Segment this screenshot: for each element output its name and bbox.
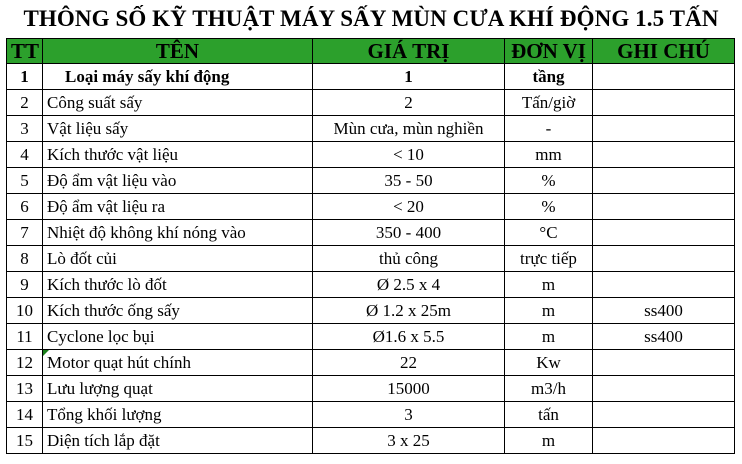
cell-tt[interactable]: 10 <box>7 298 43 324</box>
cell-name[interactable]: Kích thước lò đốt <box>43 272 313 298</box>
table-header-row <box>7 39 735 64</box>
cell-name[interactable]: Tổng khối lượng <box>43 402 313 428</box>
cell-unit[interactable]: % <box>505 194 593 220</box>
cell-name[interactable]: Kích thước vật liệu <box>43 142 313 168</box>
cell-unit[interactable]: m <box>505 272 593 298</box>
cell-note[interactable]: ss400 <box>593 324 735 350</box>
cell-note[interactable] <box>593 402 735 428</box>
cell-note[interactable] <box>593 428 735 454</box>
cell-note[interactable] <box>593 64 735 90</box>
cell-tt[interactable]: 1 <box>7 64 43 90</box>
cell-unit[interactable]: tầng <box>505 64 593 90</box>
header-note: GHI CHÚ <box>593 39 735 64</box>
table-row <box>7 272 735 298</box>
cell-name[interactable]: Công suất sấy <box>43 90 313 116</box>
cell-note[interactable] <box>593 116 735 142</box>
cell-value[interactable]: thủ công <box>313 246 505 272</box>
cell-unit[interactable]: mm <box>505 142 593 168</box>
cell-name[interactable]: Độ ẩm vật liệu ra <box>43 194 313 220</box>
cell-value[interactable]: Ø 2.5 x 4 <box>313 272 505 298</box>
cell-value[interactable]: Ø 1.2 x 25m <box>313 298 505 324</box>
cell-name[interactable]: Cyclone lọc bụi <box>43 324 313 350</box>
table-row <box>7 324 735 350</box>
cell-tt[interactable]: 4 <box>7 142 43 168</box>
table-row <box>7 246 735 272</box>
cell-tt[interactable]: 12 <box>7 350 43 376</box>
cell-name[interactable]: Nhiệt độ không khí nóng vào <box>43 220 313 246</box>
table-row <box>7 64 735 90</box>
cell-note[interactable] <box>593 142 735 168</box>
cell-value[interactable]: 3 <box>313 402 505 428</box>
table-row <box>7 142 735 168</box>
sheet-title: THÔNG SỐ KỸ THUẬT MÁY SẤY MÙN CƯA KHÍ ĐỘNG 1.5 TẤN <box>23 6 719 31</box>
cell-tt[interactable]: 3 <box>7 116 43 142</box>
cell-value[interactable]: 22 <box>313 350 505 376</box>
cell-tt[interactable]: 5 <box>7 168 43 194</box>
cell-name[interactable]: Kích thước ống sấy <box>43 298 313 324</box>
cell-tt[interactable]: 7 <box>7 220 43 246</box>
table-row <box>7 194 735 220</box>
cell-value[interactable]: 2 <box>313 90 505 116</box>
cell-value[interactable]: 3 x 25 <box>313 428 505 454</box>
cell-name[interactable]: Lưu lượng quạt <box>43 376 313 402</box>
cell-unit[interactable]: Tấn/giờ <box>505 90 593 116</box>
table-row <box>7 298 735 324</box>
cell-note[interactable] <box>593 194 735 220</box>
table-row <box>7 350 735 376</box>
cell-note[interactable] <box>593 246 735 272</box>
cell-unit[interactable]: trực tiếp <box>505 246 593 272</box>
cell-value[interactable]: < 10 <box>313 142 505 168</box>
cell-note[interactable] <box>593 272 735 298</box>
cell-note[interactable] <box>593 350 735 376</box>
cell-note[interactable] <box>593 168 735 194</box>
cell-note[interactable] <box>593 90 735 116</box>
cell-unit[interactable]: °C <box>505 220 593 246</box>
cell-value[interactable]: 350 - 400 <box>313 220 505 246</box>
table-row <box>7 376 735 402</box>
cell-tt[interactable]: 14 <box>7 402 43 428</box>
cell-unit[interactable]: Kw <box>505 350 593 376</box>
cell-note[interactable] <box>593 220 735 246</box>
header-name: TÊN <box>43 39 313 64</box>
cell-tt[interactable]: 9 <box>7 272 43 298</box>
table-row <box>7 90 735 116</box>
table-row <box>7 220 735 246</box>
cell-name-text: Motor quạt hút chính <box>47 352 192 372</box>
cell-note[interactable]: ss400 <box>593 298 735 324</box>
cell-name[interactable]: Vật liệu sấy <box>43 116 313 142</box>
cell-note[interactable] <box>593 376 735 402</box>
table-row <box>7 168 735 194</box>
table-row <box>7 402 735 428</box>
cell-unit[interactable]: - <box>505 116 593 142</box>
cell-tt[interactable]: 6 <box>7 194 43 220</box>
cell-tt[interactable]: 13 <box>7 376 43 402</box>
cell-unit[interactable]: % <box>505 168 593 194</box>
cell-tt[interactable]: 8 <box>7 246 43 272</box>
spec-table <box>6 38 735 454</box>
cell-tt[interactable]: 2 <box>7 90 43 116</box>
cell-value[interactable]: Ø1.6 x 5.5 <box>313 324 505 350</box>
comment-indicator-icon <box>43 350 49 356</box>
cell-name[interactable]: Độ ẩm vật liệu vào <box>43 168 313 194</box>
cell-value[interactable]: 35 - 50 <box>313 168 505 194</box>
header-unit: ĐƠN VỊ <box>505 39 593 64</box>
header-value: GIÁ TRỊ <box>313 39 505 64</box>
cell-unit[interactable]: m3/h <box>505 376 593 402</box>
cell-tt[interactable]: 11 <box>7 324 43 350</box>
table-row <box>7 428 735 454</box>
cell-tt[interactable]: 15 <box>7 428 43 454</box>
cell-value[interactable]: 1 <box>313 64 505 90</box>
cell-value[interactable]: 15000 <box>313 376 505 402</box>
cell-value[interactable]: < 20 <box>313 194 505 220</box>
cell-name[interactable] <box>43 350 313 376</box>
cell-value[interactable]: Mùn cưa, mùn nghiền <box>313 116 505 142</box>
cell-name[interactable]: Loại máy sấy khí động <box>43 64 313 90</box>
cell-unit[interactable]: tấn <box>505 402 593 428</box>
cell-unit[interactable]: m <box>505 324 593 350</box>
table-row <box>7 116 735 142</box>
cell-unit[interactable]: m <box>505 428 593 454</box>
cell-name[interactable]: Lò đốt củi <box>43 246 313 272</box>
cell-name[interactable]: Diện tích lắp đặt <box>43 428 313 454</box>
cell-unit[interactable]: m <box>505 298 593 324</box>
header-tt: TT <box>7 39 43 64</box>
